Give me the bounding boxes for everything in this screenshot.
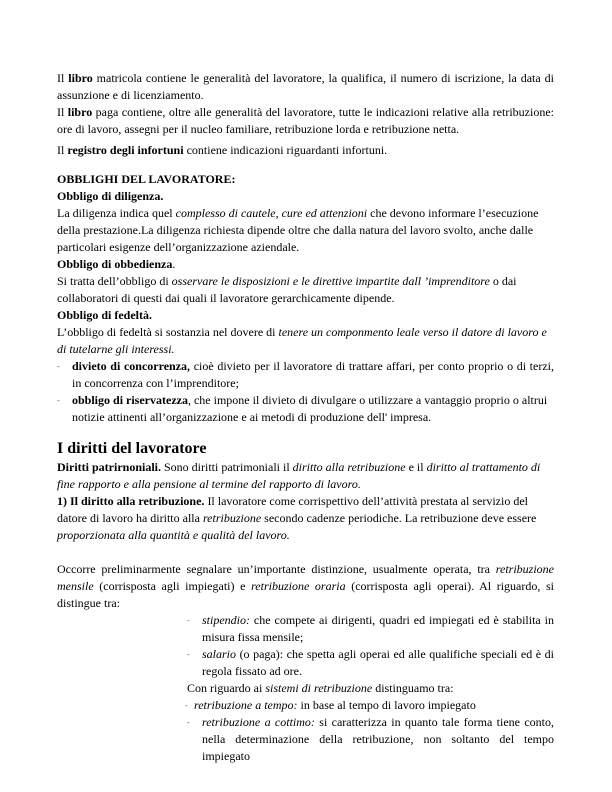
bold-term: divieto di concorrenza,	[72, 359, 191, 373]
text-run: che compete ai dirigenti, quadri ed impiegati ed è stabilita in misura fissa mensile;	[202, 613, 554, 644]
bullet-marker: -	[187, 650, 190, 659]
text-run: Il	[57, 105, 68, 119]
subheading-text: Obbligo di diligenza.	[57, 189, 164, 203]
retribuzione-paragraph	[57, 493, 554, 544]
italic-term: retribuzione a tempo:	[194, 698, 298, 712]
bullet-marker: -	[57, 362, 60, 371]
distinzione-paragraph	[57, 561, 554, 612]
text-run: in base al tempo di lavoro impiegato	[297, 698, 476, 712]
text-run: Occorre preliminarmente segnalare un’importante distinzione, usualmente operata, tra	[57, 562, 496, 576]
italic-term: complesso di cautele, cure ed attenzioni	[175, 206, 368, 220]
document-body	[57, 70, 554, 765]
bold-term: obbligo di riservatezza	[72, 393, 188, 407]
paragraph-registro-infortuni	[57, 142, 554, 159]
list-item-salario	[57, 646, 554, 680]
list-item-stipendio	[57, 612, 554, 646]
text-run: cioè divieto per il lavoratore di trattare affari, per conto proprio o di terzi, in concorrenza con l’imprenditore;	[72, 359, 554, 390]
text-run: .	[172, 257, 176, 271]
bold-term: registro degli infortuni	[67, 143, 184, 157]
text-run: (o paga): che spetta agli operai ed alle qualifiche speciali ed è di regola fissato ad ore.	[202, 647, 554, 678]
subheading-text: Obbligo di obbedienza	[57, 257, 173, 271]
italic-term: retribuzione oraria	[251, 579, 346, 593]
bold-term: libro	[68, 71, 93, 85]
diritti-patrimoniali-paragraph	[57, 459, 554, 493]
italic-term: proporzionata alla quantità e qualità del lavoro.	[57, 528, 290, 542]
text-run: e il	[405, 460, 427, 474]
paragraph-libro-paga	[57, 104, 554, 138]
italic-term: retribuzione mensile	[57, 562, 554, 593]
bold-term: libro	[67, 105, 93, 119]
italic-term: osservare le disposizioni e le direttive impartite dall ’imprenditore	[171, 274, 490, 288]
fedelta-title	[57, 307, 554, 324]
paragraph-libro-matricola	[57, 70, 554, 104]
list-item-a-cottimo	[57, 714, 554, 765]
italic-term: tenere un componmento leale verso il datore di lavoro e di tutelarne gli interessi.	[57, 325, 547, 356]
bold-term: Diritti patrirnoniali.	[57, 460, 161, 474]
sistemi-paragraph	[57, 680, 554, 697]
list-item-a-tempo	[57, 697, 554, 714]
bullet-marker: -	[187, 616, 190, 625]
diritti-heading: I diritti del lavoratore	[57, 440, 207, 457]
text-run: (corrisposta agli operai). Al riguardo, si distingue tra:	[57, 579, 554, 610]
bold-term: 1) Il diritto alla retribuzione.	[57, 494, 205, 508]
text-run: si caratterizza in quanto tale forma tiene conto, nella determinazione della retribuzione, non soltanto del tempo impiegato	[202, 715, 554, 763]
text-run: Con riguardo ai	[187, 681, 266, 695]
italic-term: sistemi di retribuzione	[265, 681, 373, 695]
text-run: , che impone il divieto di divulgare o utilizzare a vantaggio proprio o altrui notizie attinenti all’organizzazione e ai metodi di produzione dell' impresa.	[72, 393, 548, 424]
text-run: Il	[57, 143, 68, 157]
text-run: La diligenza indica quel	[57, 206, 176, 220]
italic-term: salario	[202, 647, 237, 661]
text-run: Si tratta dell’obbligo di	[57, 274, 172, 288]
obblighi-heading	[57, 171, 554, 188]
italic-term: diritto alla retribuzione	[292, 460, 406, 474]
bullet-marker: -	[187, 718, 190, 727]
italic-term: diritto al trattamento di fine rapporto e alla pensione al termine del rapporto di lavoro.	[57, 460, 541, 491]
italic-term: retribuzione a cottimo:	[202, 715, 315, 729]
obbedienza-title	[57, 256, 554, 273]
text-run: Il	[57, 71, 69, 85]
bullet-marker: -	[185, 701, 188, 710]
italic-term: retribuzione	[202, 511, 262, 525]
obbedienza-paragraph	[57, 273, 554, 307]
list-item-concorrenza	[57, 358, 554, 392]
text-run: paga contiene, oltre alle generalità del lavoratore, tutte le indicazioni relative alla retribuzione: ore di lavoro, assegni per il nucleo familiare, retribuzione lorda e retribuzione netta.	[57, 105, 554, 136]
text-run: che devono informare l’esecuzione della prestazione.La diligenza richiesta dipende oltre che dalla natura del lavoro svolto, anche dalle particolari esigenze dell’organizzazione aziendale.	[57, 206, 539, 254]
list-item-riservatezza	[57, 392, 554, 426]
text-run: secondo cadenze periodiche. La retribuzione deve essere	[261, 511, 537, 525]
subheading-text: Obbligo di fedeltà.	[57, 308, 153, 322]
text-run: matricola contiene le generalità del lavoratore, la qualifica, il numero di iscrizione, la data di assunzione e di licenziamento.	[57, 71, 554, 102]
heading-text: OBBLIGHI DEL LAVORATORE:	[57, 172, 236, 186]
text-run: distinguamo tra:	[372, 681, 454, 695]
text-run: (corrisposta agli impiegati) e	[93, 579, 252, 593]
text-run: contiene indicazioni riguardanti infortuni.	[183, 143, 388, 157]
text-run: L’obbligo di fedeltà si sostanzia nel dovere di	[57, 325, 279, 339]
text-run: Il lavoratore come corrispettivo dell’attività prestata al servizio del datore di lavoro ha diritto alla	[57, 494, 528, 525]
diligenza-paragraph	[57, 205, 554, 256]
diligenza-title	[57, 188, 554, 205]
bullet-marker: -	[57, 396, 60, 405]
text-run: Sono diritti patrimoniali il	[161, 460, 293, 474]
text-run: o dai collaboratori di questi dai quali il lavoratore gerarchicamente dipende.	[57, 274, 517, 305]
fedelta-paragraph	[57, 324, 554, 358]
italic-term: stipendio:	[202, 613, 250, 627]
